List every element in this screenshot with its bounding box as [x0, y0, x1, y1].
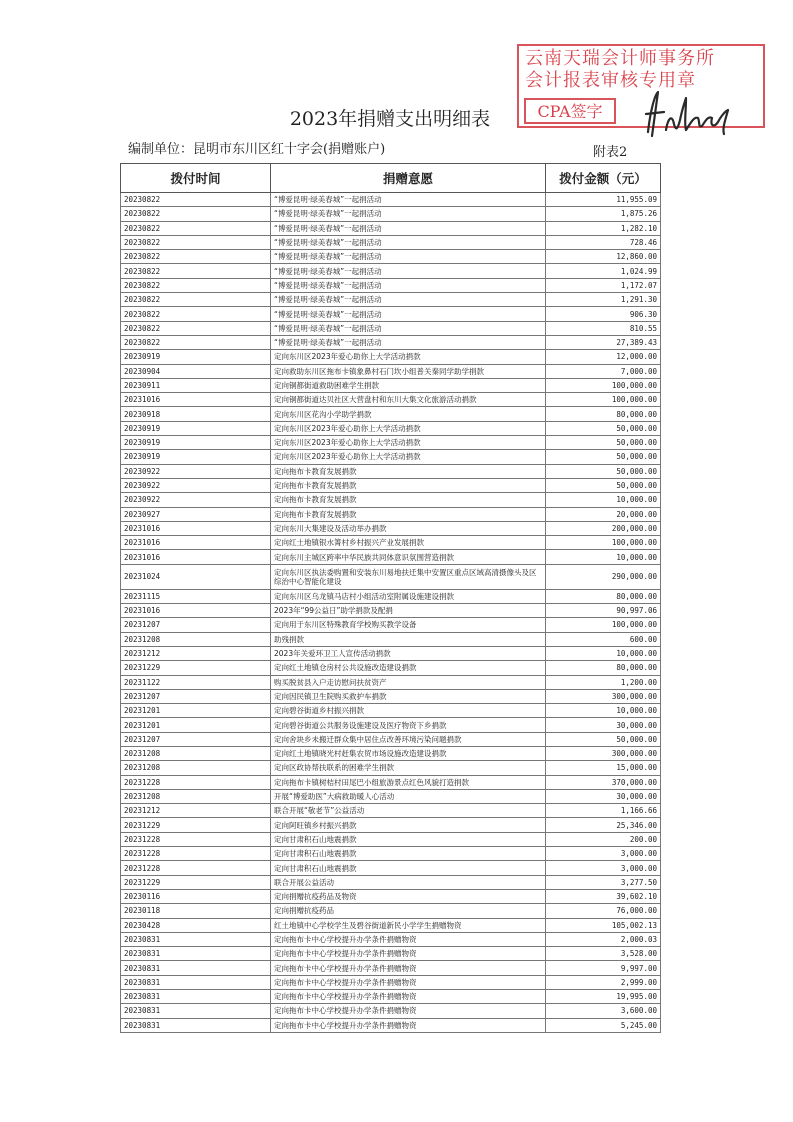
seal-line-firm: 云南天瑞会计师事务所	[525, 48, 715, 69]
annex-label: 附表2	[593, 145, 628, 160]
cell-amount: 80,000.00	[546, 661, 661, 675]
table-row	[121, 761, 661, 775]
cell-purpose: 定向东川区花沟小学助学捐款	[271, 407, 546, 421]
cell-amount: 50,000.00	[546, 450, 661, 464]
cell-purpose: 定向拖布卡教育发展捐款	[271, 507, 546, 521]
table-row	[121, 589, 661, 603]
cell-amount: 11,955.09	[546, 193, 661, 207]
cell-amount: 3,528.00	[546, 947, 661, 961]
cell-purpose: “博爱昆明·绿美春城”一起捐活动	[271, 307, 546, 321]
cell-date: 20230911	[121, 378, 271, 392]
cell-date: 20231208	[121, 789, 271, 803]
seal-line-purpose: 会计报表审核专用章	[525, 70, 696, 91]
cell-date: 20231208	[121, 761, 271, 775]
handwritten-signature	[628, 84, 748, 144]
cell-date: 20231228	[121, 832, 271, 846]
table-row	[121, 689, 661, 703]
cell-purpose: 定向红土地镇仓房村公共设施改造建设捐款	[271, 661, 546, 675]
cell-amount: 300,000.00	[546, 689, 661, 703]
cell-purpose: “博爱昆明·绿美春城”一起捐活动	[271, 250, 546, 264]
table-row	[121, 335, 661, 349]
table-row	[121, 675, 661, 689]
cell-purpose: 定向拖布卡中心学校提升办学条件捐赠物资	[271, 947, 546, 961]
cell-purpose: 定向铜都街道救助困难学生捐款	[271, 378, 546, 392]
cell-date: 20230919	[121, 421, 271, 435]
cell-purpose: 开展“博爱助医”大病救助暖人心活动	[271, 789, 546, 803]
table-row	[121, 193, 661, 207]
cell-purpose: 定向红土地镇银水箐村乡村振兴产业发展捐款	[271, 536, 546, 550]
cell-amount: 50,000.00	[546, 464, 661, 478]
cell-date: 20230822	[121, 335, 271, 349]
table-row	[121, 478, 661, 492]
column-header-amount: 拨付金额（元）	[546, 164, 661, 193]
cell-date: 20231016	[121, 550, 271, 564]
cell-purpose: 定向用于东川区特殊教育学校购买教学设备	[271, 618, 546, 632]
cell-date: 20230831	[121, 975, 271, 989]
cell-amount: 2,999.00	[546, 975, 661, 989]
table-row	[121, 250, 661, 264]
cell-date: 20230822	[121, 207, 271, 221]
cell-date: 20231016	[121, 393, 271, 407]
cell-purpose: 定向拖布卡镇树桔村田尾巴小组旅游景点红色风貌打造捐款	[271, 775, 546, 789]
cell-purpose: 定向甘肃积石山地震捐款	[271, 832, 546, 846]
cell-amount: 50,000.00	[546, 421, 661, 435]
table-row	[121, 564, 661, 589]
cell-purpose: “博爱昆明·绿美春城”一起捐活动	[271, 193, 546, 207]
cell-date: 20230831	[121, 1018, 271, 1032]
table-row	[121, 1018, 661, 1032]
cell-purpose: 定向东川区2023年爱心助你上大学活动捐款	[271, 450, 546, 464]
cell-date: 20231208	[121, 632, 271, 646]
cell-amount: 12,000.00	[546, 350, 661, 364]
cell-purpose: 定向拖布卡教育发展捐款	[271, 464, 546, 478]
cell-date: 20231201	[121, 718, 271, 732]
cell-date: 20230918	[121, 407, 271, 421]
table-row	[121, 321, 661, 335]
cell-amount: 10,000.00	[546, 550, 661, 564]
cell-purpose: 定向拖布卡教育发展捐款	[271, 493, 546, 507]
table-row	[121, 918, 661, 932]
cell-amount: 80,000.00	[546, 589, 661, 603]
cell-purpose: “博爱昆明·绿美春城”一起捐活动	[271, 293, 546, 307]
cell-purpose: 联合开展“敬老节”公益活动	[271, 804, 546, 818]
cell-amount: 9,997.00	[546, 961, 661, 975]
cell-date: 20231208	[121, 746, 271, 760]
cell-amount: 39,602.10	[546, 889, 661, 903]
table-row	[121, 421, 661, 435]
column-header-date: 拨付时间	[121, 164, 271, 193]
cell-purpose: 定向东川区2023年爱心助你上大学活动捐款	[271, 436, 546, 450]
cell-date: 20231212	[121, 804, 271, 818]
cell-date: 20230822	[121, 264, 271, 278]
cell-purpose: 定向捐赠抗疫药品及物资	[271, 889, 546, 903]
cell-purpose: 定向碧谷街道公共服务设施建设及医疗物资下乡捐款	[271, 718, 546, 732]
cell-date: 20231016	[121, 604, 271, 618]
cell-amount: 370,000.00	[546, 775, 661, 789]
cell-date: 20230118	[121, 904, 271, 918]
table-row	[121, 618, 661, 632]
table-row	[121, 221, 661, 235]
table-row	[121, 278, 661, 292]
table-row	[121, 789, 661, 803]
cell-date: 20231212	[121, 646, 271, 660]
cell-purpose: 2023年“99公益日”助学捐款及配捐	[271, 604, 546, 618]
cell-amount: 25,346.00	[546, 818, 661, 832]
cell-amount: 100,000.00	[546, 536, 661, 550]
cell-amount: 100,000.00	[546, 393, 661, 407]
cell-purpose: 助残捐款	[271, 632, 546, 646]
cell-purpose: 定向拖布卡中心学校提升办学条件捐赠物资	[271, 961, 546, 975]
cell-amount: 90,997.06	[546, 604, 661, 618]
cell-purpose: “博爱昆明·绿美春城”一起捐活动	[271, 207, 546, 221]
cell-purpose: 定向舍块乡未搬迁群众集中居住点改善环境污染问题捐款	[271, 732, 546, 746]
cell-purpose: 定向因民镇卫生院购买救护车捐款	[271, 689, 546, 703]
table-row	[121, 889, 661, 903]
cell-amount: 10,000.00	[546, 646, 661, 660]
cell-purpose: 定向拖布卡中心学校提升办学条件捐赠物资	[271, 1004, 546, 1018]
cell-date: 20231115	[121, 589, 271, 603]
cell-amount: 600.00	[546, 632, 661, 646]
table-row	[121, 507, 661, 521]
cell-amount: 80,000.00	[546, 407, 661, 421]
table-row	[121, 293, 661, 307]
cell-date: 20230822	[121, 193, 271, 207]
cell-amount: 810.55	[546, 321, 661, 335]
cell-amount: 728.46	[546, 235, 661, 249]
cell-date: 20231122	[121, 675, 271, 689]
donation-expense-table	[120, 163, 661, 1033]
cell-amount: 20,000.00	[546, 507, 661, 521]
table-row	[121, 818, 661, 832]
cell-purpose: 定向东川区2023年爱心助你上大学活动捐款	[271, 350, 546, 364]
table-row	[121, 521, 661, 535]
cell-amount: 19,995.00	[546, 990, 661, 1004]
cell-amount: 105,002.13	[546, 918, 661, 932]
table-row	[121, 832, 661, 846]
table-row	[121, 493, 661, 507]
cell-amount: 906.30	[546, 307, 661, 321]
cell-date: 20230922	[121, 493, 271, 507]
table-row	[121, 875, 661, 889]
cell-purpose: 定向碧谷街道乡村振兴捐款	[271, 704, 546, 718]
cell-date: 20230822	[121, 250, 271, 264]
table-row	[121, 207, 661, 221]
cell-date: 20231016	[121, 521, 271, 535]
table-header-row	[121, 164, 661, 193]
cell-amount: 200.00	[546, 832, 661, 846]
table-row	[121, 450, 661, 464]
table-row	[121, 646, 661, 660]
cell-amount: 30,000.00	[546, 789, 661, 803]
table-row	[121, 904, 661, 918]
cell-date: 20231229	[121, 661, 271, 675]
cell-date: 20231229	[121, 875, 271, 889]
cell-purpose: 联合开展公益活动	[271, 875, 546, 889]
cell-amount: 2,000.03	[546, 932, 661, 946]
table-row	[121, 350, 661, 364]
table-row	[121, 990, 661, 1004]
cell-purpose: 定向铜都街道达贝社区大营盘村和东川大集文化旅游活动捐款	[271, 393, 546, 407]
cell-purpose: 定向区政协帮扶联系的困难学生捐款	[271, 761, 546, 775]
cell-purpose: “博爱昆明·绿美春城”一起捐活动	[271, 278, 546, 292]
cell-amount: 3,000.00	[546, 861, 661, 875]
cell-date: 20230822	[121, 278, 271, 292]
table-row	[121, 550, 661, 564]
cell-amount: 30,000.00	[546, 718, 661, 732]
cpa-signature-label: CPA签字	[524, 98, 616, 124]
cell-amount: 50,000.00	[546, 732, 661, 746]
cell-purpose: 定向东川大集建设及活动举办捐款	[271, 521, 546, 535]
table-row	[121, 264, 661, 278]
cell-date: 20230831	[121, 990, 271, 1004]
cell-date: 20231207	[121, 618, 271, 632]
cell-date: 20231201	[121, 704, 271, 718]
cell-purpose: 定向捐赠抗疫药品	[271, 904, 546, 918]
cell-date: 20231228	[121, 847, 271, 861]
cell-purpose: 定向拖布卡中心学校提升办学条件捐赠物资	[271, 1018, 546, 1032]
cell-amount: 15,000.00	[546, 761, 661, 775]
cell-date: 20230428	[121, 918, 271, 932]
cell-amount: 200,000.00	[546, 521, 661, 535]
table-row	[121, 932, 661, 946]
cell-amount: 7,000.00	[546, 364, 661, 378]
cell-amount: 50,000.00	[546, 436, 661, 450]
cell-purpose: 2023年关爱环卫工人宣传活动捐款	[271, 646, 546, 660]
table-row	[121, 961, 661, 975]
cell-purpose: 定向东川区乌龙镇马店村小组活动室附属设施建设捐款	[271, 589, 546, 603]
cell-date: 20230831	[121, 932, 271, 946]
cell-date: 20231228	[121, 775, 271, 789]
table-row	[121, 604, 661, 618]
cell-date: 20230822	[121, 235, 271, 249]
cell-purpose: 定向东川区2023年爱心助你上大学活动捐款	[271, 421, 546, 435]
cell-purpose: 定向拖布卡中心学校提升办学条件捐赠物资	[271, 975, 546, 989]
cell-purpose: 定向拖布卡中心学校提升办学条件捐赠物资	[271, 932, 546, 946]
cell-purpose: 购买脱贫县入户走访慰问扶贫资产	[271, 675, 546, 689]
table-row	[121, 947, 661, 961]
cell-date: 20230904	[121, 364, 271, 378]
cell-date: 20230831	[121, 947, 271, 961]
cell-amount: 50,000.00	[546, 478, 661, 492]
table-row	[121, 307, 661, 321]
cell-date: 20230822	[121, 293, 271, 307]
cell-amount: 3,600.00	[546, 1004, 661, 1018]
cell-date: 20230919	[121, 436, 271, 450]
cell-purpose: 定向东川主城区跨率中华民族共同体意识氛围营造捐款	[271, 550, 546, 564]
table-row	[121, 632, 661, 646]
table-row	[121, 235, 661, 249]
cell-purpose: “博爱昆明·绿美春城”一起捐活动	[271, 335, 546, 349]
cell-date: 20231024	[121, 564, 271, 589]
table-row	[121, 847, 661, 861]
cell-amount: 3,277.50	[546, 875, 661, 889]
cell-date: 20230822	[121, 321, 271, 335]
cell-purpose: 定向救助东川区拖布卡镇象鼻村石门坎小组普关秦同学助学捐款	[271, 364, 546, 378]
table-row	[121, 661, 661, 675]
cell-date: 20231016	[121, 536, 271, 550]
cell-amount: 3,000.00	[546, 847, 661, 861]
cell-purpose: 定向甘肃积石山地震捐款	[271, 847, 546, 861]
cell-purpose: 红土地镇中心学校学生及碧谷街道新民小学学生捐赠物资	[271, 918, 546, 932]
table-row	[121, 407, 661, 421]
cell-amount: 12,860.00	[546, 250, 661, 264]
table-row	[121, 364, 661, 378]
cell-date: 20230822	[121, 221, 271, 235]
cell-amount: 1,172.07	[546, 278, 661, 292]
cell-date: 20230922	[121, 464, 271, 478]
table-row	[121, 393, 661, 407]
table-row	[121, 704, 661, 718]
cell-amount: 76,000.00	[546, 904, 661, 918]
cell-date: 20231229	[121, 818, 271, 832]
table-row	[121, 464, 661, 478]
table-row	[121, 746, 661, 760]
table-row	[121, 861, 661, 875]
cell-purpose: “博爱昆明·绿美春城”一起捐活动	[271, 221, 546, 235]
table-row	[121, 804, 661, 818]
cell-amount: 5,245.00	[546, 1018, 661, 1032]
cell-amount: 10,000.00	[546, 704, 661, 718]
cell-purpose: 定向红土地镇晓光村赶集农贸市场设施改造建设捐款	[271, 746, 546, 760]
cell-purpose: “博爱昆明·绿美春城”一起捐活动	[271, 235, 546, 249]
cell-purpose: 定向东川区执法委购置和安装东川易地扶迁集中安置区重点区域高清摄像头及区综治中心智能化建设	[271, 564, 546, 589]
table-row	[121, 536, 661, 550]
cell-date: 20231207	[121, 732, 271, 746]
cell-amount: 100,000.00	[546, 618, 661, 632]
table-body	[121, 193, 661, 1033]
cell-amount: 1,875.26	[546, 207, 661, 221]
cell-amount: 290,000.00	[546, 564, 661, 589]
cell-amount: 1,166.66	[546, 804, 661, 818]
cell-purpose: 定向阿旺镇乡村振兴捐款	[271, 818, 546, 832]
cell-date: 20230927	[121, 507, 271, 521]
cell-date: 20230831	[121, 961, 271, 975]
cell-amount: 1,200.00	[546, 675, 661, 689]
table-row	[121, 732, 661, 746]
cell-date: 20231228	[121, 861, 271, 875]
table-row	[121, 1004, 661, 1018]
table-row	[121, 436, 661, 450]
table-row	[121, 718, 661, 732]
cell-date: 20230922	[121, 478, 271, 492]
cell-date: 20230919	[121, 350, 271, 364]
column-header-purpose: 捐赠意愿	[271, 164, 546, 193]
cell-date: 20230822	[121, 307, 271, 321]
cell-amount: 1,291.30	[546, 293, 661, 307]
cell-amount: 300,000.00	[546, 746, 661, 760]
table-row	[121, 975, 661, 989]
table-row	[121, 775, 661, 789]
cell-date: 20230919	[121, 450, 271, 464]
cell-date: 20231207	[121, 689, 271, 703]
cell-amount: 1,282.10	[546, 221, 661, 235]
cell-purpose: “博爱昆明·绿美春城”一起捐活动	[271, 321, 546, 335]
table-row	[121, 378, 661, 392]
cell-date: 20230831	[121, 1004, 271, 1018]
cell-amount: 10,000.00	[546, 493, 661, 507]
cell-amount: 1,024.99	[546, 264, 661, 278]
cell-amount: 100,000.00	[546, 378, 661, 392]
page-title: 2023年捐赠支出明细表	[289, 108, 491, 130]
cell-purpose: “博爱昆明·绿美春城”一起捐活动	[271, 264, 546, 278]
cell-amount: 27,389.43	[546, 335, 661, 349]
cell-purpose: 定向甘肃积石山地震捐款	[271, 861, 546, 875]
cell-purpose: 定向拖布卡教育发展捐款	[271, 478, 546, 492]
compiling-unit: 编制单位：昆明市东川区红十字会(捐赠账户)	[128, 142, 386, 157]
cell-purpose: 定向拖布卡中心学校提升办学条件捐赠物资	[271, 990, 546, 1004]
cell-date: 20230116	[121, 889, 271, 903]
